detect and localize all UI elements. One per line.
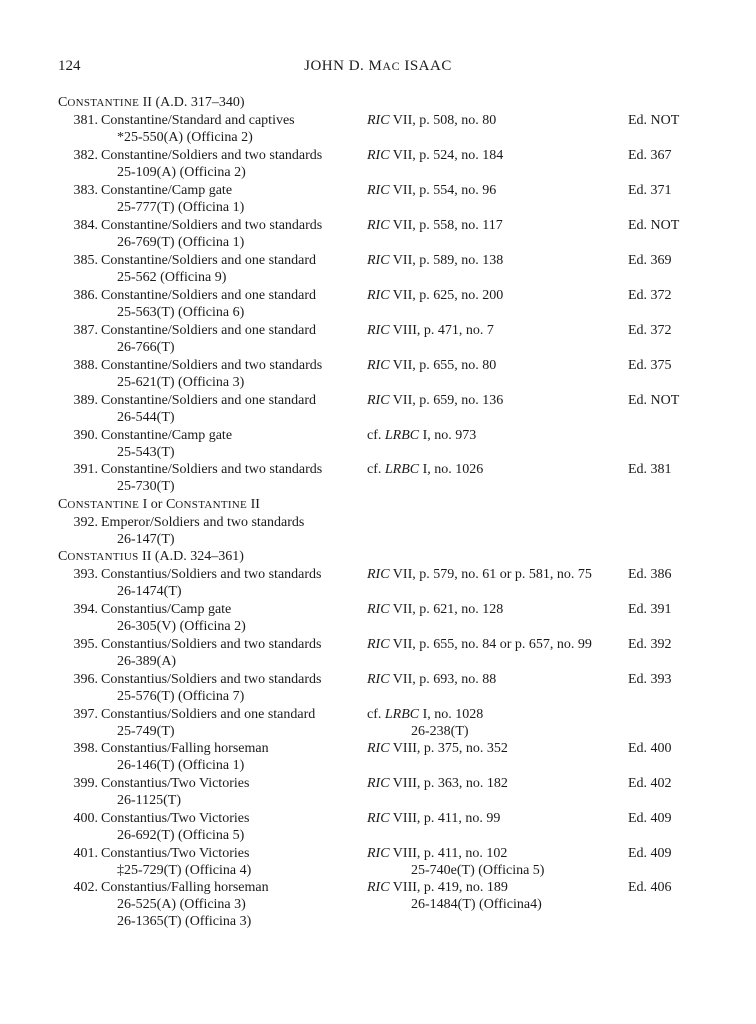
entry-edition: Ed. NOT (628, 113, 680, 128)
entry-reference (367, 880, 508, 896)
entry-description: Constantius/Falling horseman (101, 741, 269, 756)
entry-number: 402. (73, 880, 98, 895)
entry-inventory: 25-543(T) (117, 445, 175, 460)
ref-catalogue: RIC (367, 148, 390, 163)
ref-catalogue: RIC (367, 776, 390, 791)
ref-citation: VII, p. 693, no. 88 (389, 672, 497, 687)
entry-inventory: 26-305(V) (Officina 2) (117, 619, 246, 634)
entry-number: 381. (73, 113, 98, 128)
entry-number: 393. (73, 567, 98, 582)
entry-inventory: 26-146(T) (Officina 1) (117, 758, 245, 773)
entry-reference (367, 811, 500, 827)
entry-inventory: 25-563(T) (Officina 6) (117, 305, 245, 320)
entry-number: 397. (73, 707, 98, 722)
ref-citation: VII, p. 558, no. 117 (389, 218, 503, 233)
entry-edition: Ed. 369 (628, 253, 672, 268)
ref-prefix: cf. (367, 707, 385, 722)
entry-reference (367, 567, 592, 583)
entry-description: Constantine/Camp gate (101, 183, 233, 198)
entry-inventory: 26-1474(T) (117, 584, 182, 599)
ref-citation: VII, p. 508, no. 80 (389, 113, 497, 128)
entry-edition: Ed. 381 (628, 462, 672, 477)
entry-inventory: 25-109(A) (Officina 2) (117, 165, 246, 180)
entry-description: Constantius/Two Victories (101, 776, 250, 791)
entry-inventory: 25-576(T) (Officina 7) (117, 689, 245, 704)
entry-number: 388. (73, 358, 98, 373)
ref-citation: VII, p. 655, no. 84 or p. 657, no. 99 (389, 637, 592, 652)
author-first: JOHN D. M (304, 58, 383, 74)
entry-description: Constantine/Camp gate (101, 428, 233, 443)
ref-citation: VII, p. 621, no. 128 (389, 602, 504, 617)
entry-inventory: 26-525(A) (Officina 3) (117, 897, 246, 912)
entry-reference-sub: 25-740e(T) (Officina 5) (411, 863, 545, 878)
ref-citation: VII, p. 655, no. 80 (389, 358, 497, 373)
entry-description: Constantius/Camp gate (101, 602, 232, 617)
section-rest: ONSTANTINE (67, 499, 140, 511)
entry-edition: Ed. 409 (628, 811, 672, 826)
entry-number: 387. (73, 323, 98, 338)
entry-inventory: 26-692(T) (Officina 5) (117, 828, 245, 843)
entry-reference (367, 358, 496, 374)
entry-number: 401. (73, 846, 98, 861)
ref-citation: VII, p. 589, no. 138 (389, 253, 504, 268)
entry-reference-sub: 26-238(T) (411, 724, 469, 739)
entry-reference (367, 183, 496, 199)
entry-edition: Ed. 375 (628, 358, 672, 373)
entry-number: 390. (73, 428, 98, 443)
entry-inventory: 25-730(T) (117, 479, 175, 494)
entry-number: 389. (73, 393, 98, 408)
entry-reference (367, 741, 508, 757)
entry-reference (367, 846, 507, 862)
entry-reference (367, 602, 503, 618)
entry-number: 394. (73, 602, 98, 617)
entry-description: Constantius/Soldiers and two standards (101, 637, 322, 652)
section-cap2: II (247, 497, 260, 512)
ref-catalogue: RIC (367, 672, 390, 687)
entry-inventory: 26-389(A) (117, 654, 177, 669)
ref-citation: I, no. 973 (419, 428, 477, 443)
section-rest: ONSTANTIUS (67, 551, 139, 563)
section-dates: (A.D. 324–361) (154, 549, 244, 564)
entry-edition: Ed. 409 (628, 846, 672, 861)
entry-edition: Ed. 371 (628, 183, 672, 198)
section-heading (58, 549, 244, 565)
entry-inventory: 26-147(T) (117, 532, 175, 547)
ref-prefix: cf. (367, 428, 385, 443)
entry-description: Constantius/Soldiers and two standards (101, 567, 322, 582)
entry-reference (367, 707, 483, 723)
section-rest2: ONSTANTINE (175, 499, 248, 511)
section-cap: C (58, 549, 68, 564)
entry-description: Constantine/Soldiers and one standard (101, 323, 317, 338)
entry-inventory: 25-749(T) (117, 724, 175, 739)
entry-reference (367, 637, 592, 653)
author-small: AC (382, 59, 401, 73)
entry-edition: Ed. 392 (628, 637, 672, 652)
entry-number: 399. (73, 776, 98, 791)
entry-number: 395. (73, 637, 98, 652)
entry-reference-sub: 26-1484(T) (Officina4) (411, 897, 542, 912)
entry-reference (367, 776, 508, 792)
page-number: 124 (58, 58, 81, 74)
entry-edition: Ed. 402 (628, 776, 672, 791)
entry-edition: Ed. 372 (628, 288, 672, 303)
entry-number: 382. (73, 148, 98, 163)
ref-catalogue: RIC (367, 253, 390, 268)
entry-reference (367, 323, 494, 339)
section-mid: I or C (139, 497, 176, 512)
entry-description: Constantius/Falling horseman (101, 880, 269, 895)
ref-catalogue: RIC (367, 567, 390, 582)
ref-citation: VII, p. 524, no. 184 (389, 148, 504, 163)
section-cap: C (58, 95, 68, 110)
section-cap: C (58, 497, 68, 512)
entry-reference (367, 218, 503, 234)
entry-inventory: 26-1125(T) (117, 793, 182, 808)
ref-citation: VIII, p. 419, no. 189 (389, 880, 508, 895)
ref-citation: VII, p. 659, no. 136 (389, 393, 504, 408)
entry-number: 383. (73, 183, 98, 198)
ref-prefix: cf. (367, 462, 385, 477)
ref-catalogue: RIC (367, 741, 390, 756)
ref-catalogue: RIC (367, 811, 390, 826)
entry-description: Constantine/Soldiers and two standards (101, 358, 323, 373)
entry-reference (367, 462, 483, 478)
entry-reference (367, 428, 476, 444)
entry-reference (367, 253, 503, 269)
ref-citation: VII, p. 554, no. 96 (389, 183, 497, 198)
entry-edition: Ed. 400 (628, 741, 672, 756)
entry-number: 396. (73, 672, 98, 687)
ref-catalogue: RIC (367, 393, 390, 408)
entry-number: 384. (73, 218, 98, 233)
entry-description: Constantine/Soldiers and two standards (101, 462, 323, 477)
ref-catalogue: RIC (367, 113, 390, 128)
entry-edition: Ed. 391 (628, 602, 672, 617)
entry-reference (367, 393, 503, 409)
entry-description: Constantine/Standard and captives (101, 113, 295, 128)
entry-inventory: ‡25-729(T) (Officina 4) (117, 863, 252, 878)
ref-catalogue: RIC (367, 288, 390, 303)
entry-edition: Ed. 393 (628, 672, 672, 687)
section-heading (58, 497, 260, 513)
entry-number: 398. (73, 741, 98, 756)
ref-catalogue: LRBC (384, 462, 420, 477)
entry-number: 386. (73, 288, 98, 303)
ref-catalogue: LRBC (384, 428, 420, 443)
ref-citation: VII, p. 579, no. 61 or p. 581, no. 75 (389, 567, 592, 582)
entry-number: 392. (73, 515, 98, 530)
ref-catalogue: RIC (367, 218, 390, 233)
entry-inventory: 25-621(T) (Officina 3) (117, 375, 245, 390)
ref-catalogue: RIC (367, 602, 390, 617)
author-last: ISAAC (400, 58, 452, 74)
entry-inventory: 26-766(T) (117, 340, 175, 355)
entry-description: Constantine/Soldiers and two standards (101, 148, 323, 163)
entry-description: Constantius/Soldiers and two standards (101, 672, 322, 687)
entry-edition: Ed. 372 (628, 323, 672, 338)
entry-description: Emperor/Soldiers and two standards (101, 515, 305, 530)
ref-catalogue: RIC (367, 358, 390, 373)
entry-reference (367, 113, 496, 129)
section-dates: (A.D. 317–340) (155, 95, 245, 110)
entry-number: 400. (73, 811, 98, 826)
ref-citation: VIII, p. 471, no. 7 (389, 323, 494, 338)
entry-description: Constantine/Soldiers and one standard (101, 253, 317, 268)
entry-edition: Ed. 386 (628, 567, 672, 582)
ref-citation: VIII, p. 411, no. 102 (389, 846, 508, 861)
entry-reference (367, 288, 503, 304)
entry-inventory: 26-769(T) (Officina 1) (117, 235, 245, 250)
entry-edition: Ed. 367 (628, 148, 672, 163)
entry-reference (367, 672, 496, 688)
ref-catalogue: RIC (367, 323, 390, 338)
ref-catalogue: RIC (367, 637, 390, 652)
entry-inventory: 25-562 (Officina 9) (117, 270, 227, 285)
entry-description: Constantine/Soldiers and one standard (101, 288, 317, 303)
section-cap2: II (139, 95, 152, 110)
entry-number: 385. (73, 253, 98, 268)
ref-citation: VII, p. 625, no. 200 (389, 288, 504, 303)
section-heading (58, 95, 245, 111)
ref-citation: I, no. 1028 (419, 707, 484, 722)
ref-catalogue: LRBC (384, 707, 420, 722)
entry-edition: Ed. 406 (628, 880, 672, 895)
ref-citation: I, no. 1026 (419, 462, 484, 477)
entry-description: Constantius/Soldiers and one standard (101, 707, 316, 722)
section-rest: ONSTANTINE (67, 97, 140, 109)
ref-catalogue: RIC (367, 846, 390, 861)
entry-description: Constantine/Soldiers and one standard (101, 393, 317, 408)
entry-number: 391. (73, 462, 98, 477)
ref-citation: VIII, p. 375, no. 352 (389, 741, 508, 756)
ref-citation: VIII, p. 411, no. 99 (389, 811, 501, 826)
entry-edition: Ed. NOT (628, 218, 680, 233)
entry-inventory: 25-777(T) (Officina 1) (117, 200, 245, 215)
ref-catalogue: RIC (367, 183, 390, 198)
entry-description: Constantius/Two Victories (101, 811, 250, 826)
entry-inventory: *25-550(A) (Officina 2) (117, 130, 253, 145)
entry-inventory-2: 26-1365(T) (Officina 3) (117, 914, 252, 929)
entry-reference (367, 148, 503, 164)
entry-description: Constantius/Two Victories (101, 846, 250, 861)
section-cap2: II (138, 549, 152, 564)
entry-inventory: 26-544(T) (117, 410, 175, 425)
ref-catalogue: RIC (367, 880, 390, 895)
entry-description: Constantine/Soldiers and two standards (101, 218, 323, 233)
ref-citation: VIII, p. 363, no. 182 (389, 776, 508, 791)
entry-edition: Ed. NOT (628, 393, 680, 408)
